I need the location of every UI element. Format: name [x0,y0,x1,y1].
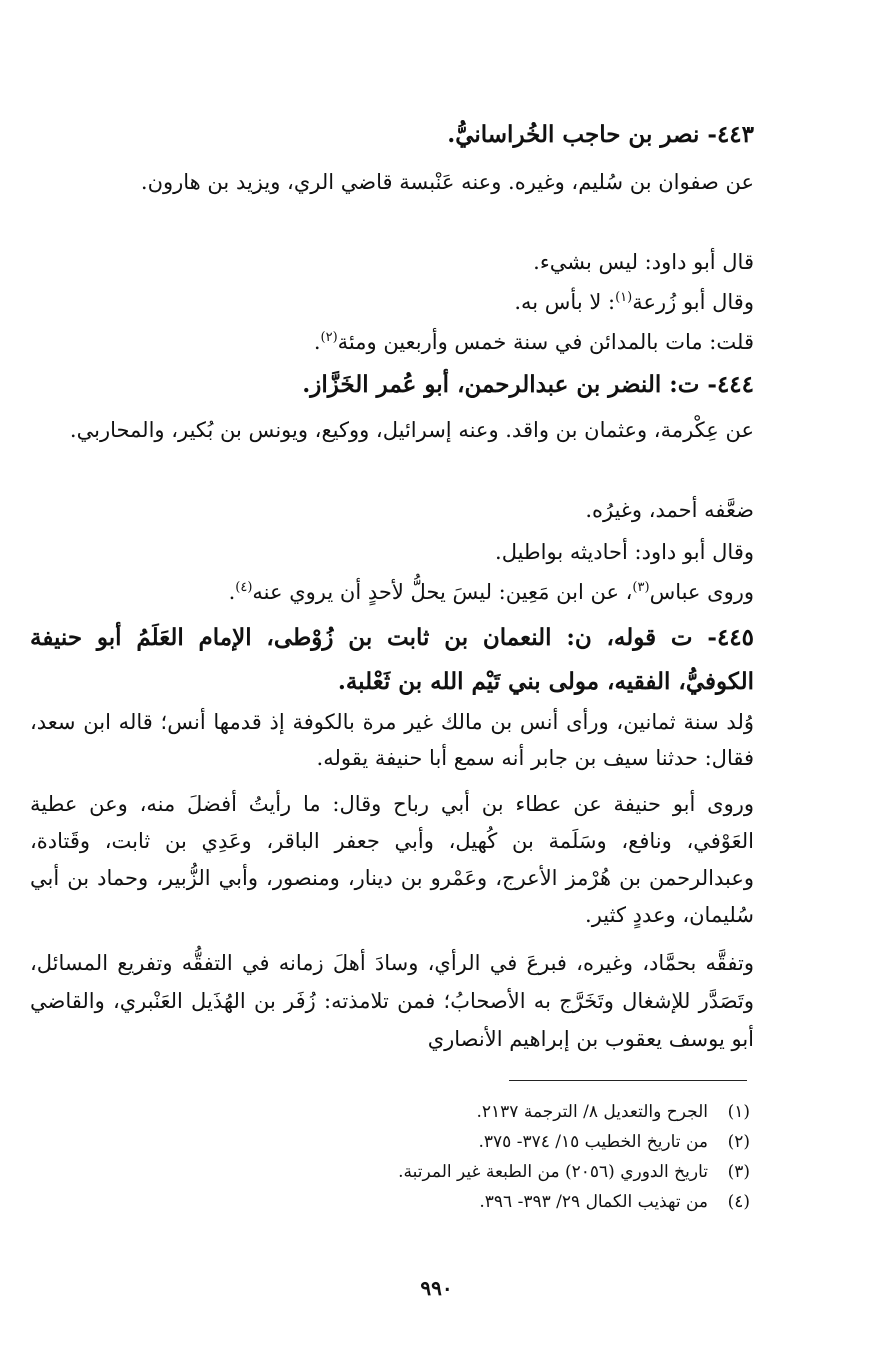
footnote-3-number: (٣) [727,1162,750,1182]
footnote-3 [120,1158,750,1186]
footnote-ref-4[interactable]: (٤) [235,580,253,595]
entry-443-p3-text: وقال أبو زُرعة [632,290,754,314]
entry-443-paragraph-4 [30,324,754,360]
entry-444-heading-text: ٤٤٤- ت: النضر بن عبدالرحمن، أبو عُمر الخَزَّاز. [302,371,754,398]
footnote-ref-1[interactable]: (١) [615,290,633,305]
entry-444-p4-text: وروى عباس [649,580,754,604]
entry-445-p3-text: وتفقَّه بحمَّاد، وغيره، فبرعَ في الرأي، وسادَ أهلَ زمانه في التفقُّه وتفريع المسائل، وتَصَدَّر للإشغال وتَخَرَّج به الأصحابُ؛ فمن تلامذته: زُفَر بن الهُذَيل العَنْبري، والقاضي أبو يوسف يعقوب بن إبراهيم الأنصاري [30,951,754,1051]
footnote-1 [120,1098,750,1126]
footnote-3-text: تاريخ الدوري (٢٠٥٦) من الطبعة غير المرتبة. [398,1162,708,1182]
entry-444-p2-text: ضعَّفه أحمد، وغيرُه. [585,498,754,522]
entry-444-p4-tail: . [228,580,236,604]
entry-443-p4-text: قلت: مات بالمدائن في سنة خمس وأربعين ومئة [337,330,754,354]
entry-444-p1-text: عن عِكْرمة، وعثمان بن واقد. وعنه إسرائيل، ووكيع، ويونس بن بُكير، والمحاربي. [69,418,754,442]
footnote-2-number: (٢) [727,1132,750,1152]
entry-443-p3-tail: : لا بأس به. [514,290,616,314]
entry-443-p4-tail: . [313,330,321,354]
footnote-1-text: الجرح والتعديل ٨/ الترجمة ٢١٣٧. [476,1102,708,1122]
entry-444-paragraph-1 [30,412,754,448]
entry-444-p3-text: وقال أبو داود: أحاديثه بواطيل. [495,540,754,564]
footnote-1-number: (١) [727,1102,750,1122]
footnote-4-text: من تهذيب الكمال ٢٩/ ٣٩٣- ٣٩٦. [479,1192,708,1212]
entry-444-p4-middle: ، عن ابن مَعِين: ليسَ يحلُّ لأحدٍ أن يروي عنه [252,580,633,604]
footnote-2 [120,1128,750,1156]
entry-444-paragraph-2 [30,492,754,528]
entry-444-paragraph-3 [30,534,754,570]
entry-445-paragraph-3 [30,944,754,1058]
footnote-ref-3[interactable]: (٣) [632,580,650,595]
entry-443-paragraph-3 [30,284,754,320]
footnote-4-number: (٤) [727,1192,750,1212]
page-number: ٩٩٠ [420,1276,453,1300]
entry-445-paragraph-2 [30,786,754,934]
entry-443-paragraph-1 [30,164,754,200]
entry-445-heading-text: ٤٤٥- ت قوله، ن: النعمان بن ثابت بن زُوْطى، الإمام العَلَمُ أبو حنيفة الكوفيُّ، الفقيه، مولى بني تَيْم الله بن ثَعْلبة. [30,624,754,695]
footnote-4 [120,1188,750,1216]
footnote-2-text: من تاريخ الخطيب ١٥/ ٣٧٤- ٣٧٥. [478,1132,708,1152]
entry-445-heading [30,616,754,704]
entry-443-heading-text: ٤٤٣- نصر بن حاجب الخُراسانيُّ. [447,121,754,148]
footnote-ref-2[interactable]: (٢) [320,330,338,345]
entry-443-heading [30,116,754,154]
entry-444-paragraph-4 [30,574,754,610]
entry-443-p1-text: عن صفوان بن سُليم، وغيره. وعنه عَنْبسة قاضي الري، ويزيد بن هارون. [140,170,754,194]
footnote-divider [509,1080,747,1081]
entry-445-p1-text: وُلد سنة ثمانين، ورأى أنس بن مالك غير مرة بالكوفة إذ قدمها أنس؛ قاله ابن سعد، فقال: حدثنا سيف بن جابر أنه سمع أبا حنيفة يقوله. [30,710,754,770]
entry-445-paragraph-1 [30,704,754,776]
entry-444-heading [30,366,754,404]
entry-443-paragraph-2 [30,244,754,280]
entry-443-p2-text: قال أبو داود: ليس بشيء. [533,250,754,274]
entry-445-p2-text: وروى أبو حنيفة عن عطاء بن أبي رباح وقال: ما رأيتُ أفضلَ منه، وعن عطية العَوْفي، ونافع، وسَلَمة بن كُهيل، وأبي جعفر الباقر، وعَدِي بن ثابت، وقَتادة، وعبدالرحمن بن هُرْمز الأعرج، وعَمْرو بن دينار، ومنصور، وأبي الزُّبير، وحماد بن أبي سُليمان، وعددٍ كثير. [30,792,754,927]
